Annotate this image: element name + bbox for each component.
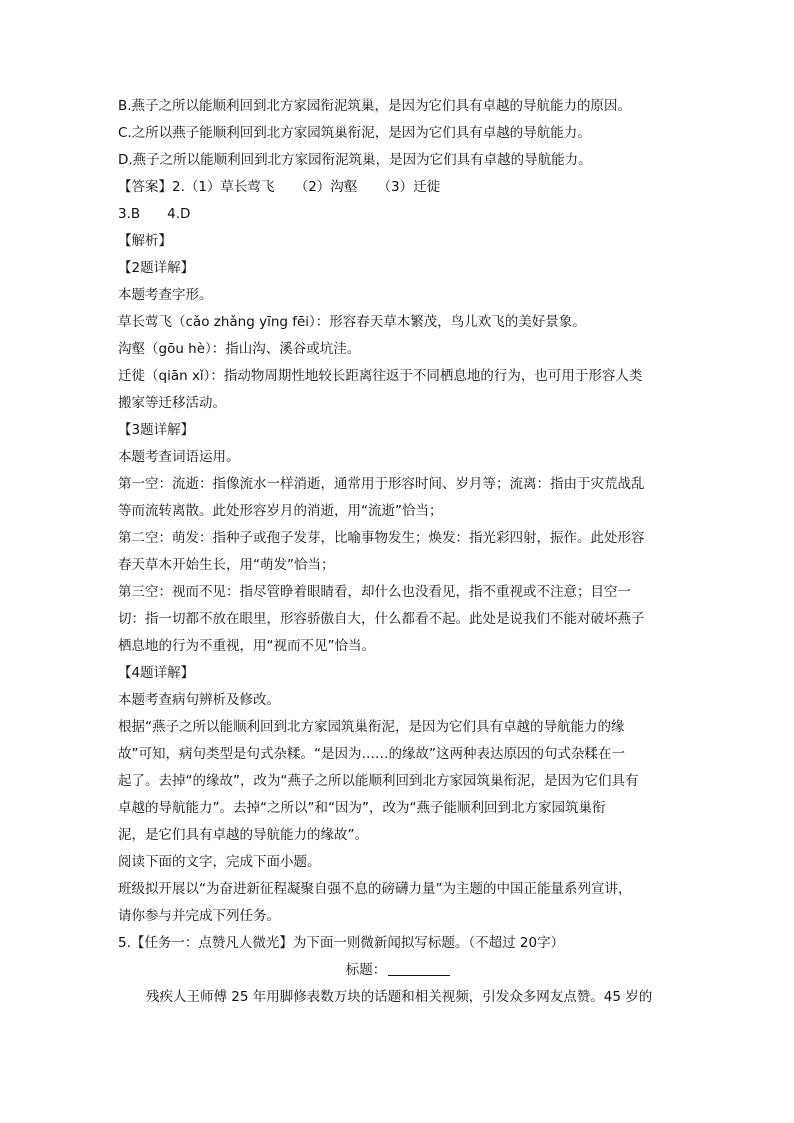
document-body [118, 93, 678, 1011]
q4-heading: 【4题详解】 [118, 665, 195, 681]
text-line: 本题考查病句辨析及修改。 [118, 692, 280, 708]
text-line: 草长莺飞（cǎo zhǎng yīng fēi）：形容春天草木繁茂，鸟儿欢飞的美好景象。 [118, 314, 586, 330]
text-line: 班级拟开展以“为奋进新征程凝聚自强不息的磅礴力量”为主题的中国正能量系列宣讲， [118, 881, 632, 897]
text-line: 第一空：流逝：指像流水一样消逝，通常用于形容时间、岁月等；流离：指由于灾荒战乱 [118, 476, 645, 492]
title-blank-line [118, 957, 678, 984]
title-blank[interactable] [388, 961, 450, 976]
text-line: 故”可知，病句类型是句式杂糅。“是因为……的缘故”这两种表达原因的句式杂糅在一 [118, 746, 625, 762]
text-line: 迁徙（qiān xǐ）：指动物周期性地较长距离往返于不同栖息地的行为，也可用于形容人类 [118, 368, 643, 384]
answer-line-2: 3.B 4.D [118, 206, 191, 222]
text-line: 根据“燕子之所以能顺利回到北方家园筑巢衔泥，是因为它们具有卓越的导航能力的缘 [118, 719, 625, 735]
text-line: 切：指一切都不放在眼里，形容骄傲自大，什么都看不起。此处是说我们不能对破坏燕子 [118, 611, 645, 627]
text-line: 等而流转离散。此处形容岁月的消逝，用“流逝”恰当； [118, 503, 443, 519]
title-label: 标题： [345, 962, 387, 978]
text-line: 阅读下面的文字，完成下面小题。 [118, 854, 321, 870]
text-line: 沟壑（gōu hè）：指山沟、溪谷或坑洼。 [118, 341, 361, 357]
analysis-heading: 【解析】 [118, 233, 172, 249]
text-line: 搬家等迁移活动。 [118, 395, 226, 411]
question-5: 5.【任务一：点赞凡人微光】为下面一则微新闻拟写标题。（不超过 20字） [118, 935, 565, 951]
text-line: 栖息地的行为不重视，用“视而不见”恰当。 [118, 638, 375, 654]
option-c: C.之所以燕子能顺利回到北方家园筑巢衔泥，是因为它们具有卓越的导航能力。 [118, 125, 591, 141]
q3-heading: 【3题详解】 [118, 422, 195, 438]
option-b: B.燕子之所以能顺利回到北方家园衔泥筑巢，是因为它们具有卓越的导航能力的原因。 [118, 98, 632, 114]
q2-heading: 【2题详解】 [118, 260, 195, 276]
text-line: 第二空：萌发：指种子或孢子发芽，比喻事物发生；焕发：指光彩四射，振作。此处形容 [118, 530, 645, 546]
text-line: 请你参与并完成下列任务。 [118, 908, 280, 924]
option-d: D.燕子之所以能顺利回到北方家园衔泥筑巢，是因为它们具有卓越的导航能力。 [118, 152, 592, 168]
text-line: 起了。去掉“的缘故”，改为“燕子之所以能顺利回到北方家园筑巢衔泥，是因为它们具有 [118, 773, 639, 789]
answer-line: 【答案】2.（1）草长莺飞 （2）沟壑 （3）迁徙 [118, 179, 441, 195]
news-text-line: 残疾人王师傅 25 年用脚修表数万块的话题和相关视频，引发众多网友点赞。45 岁的 [146, 989, 653, 1005]
text-line: 泥，是它们具有卓越的导航能力的缘故”。 [118, 827, 368, 843]
text-line: 春天草木开始生长，用“萌发”恰当； [118, 557, 335, 573]
text-line: 第三空：视而不见：指尽管睁着眼睛看，却什么也没看见，指不重视或不注意；目空一 [118, 584, 631, 600]
text-line: 卓越的导航能力”。去掉“之所以”和“因为”，改为“燕子能顺利回到北方家园筑巢衔 [118, 800, 606, 816]
text-line: 本题考查字形。 [118, 287, 213, 303]
text-line: 本题考查词语运用。 [118, 449, 240, 465]
